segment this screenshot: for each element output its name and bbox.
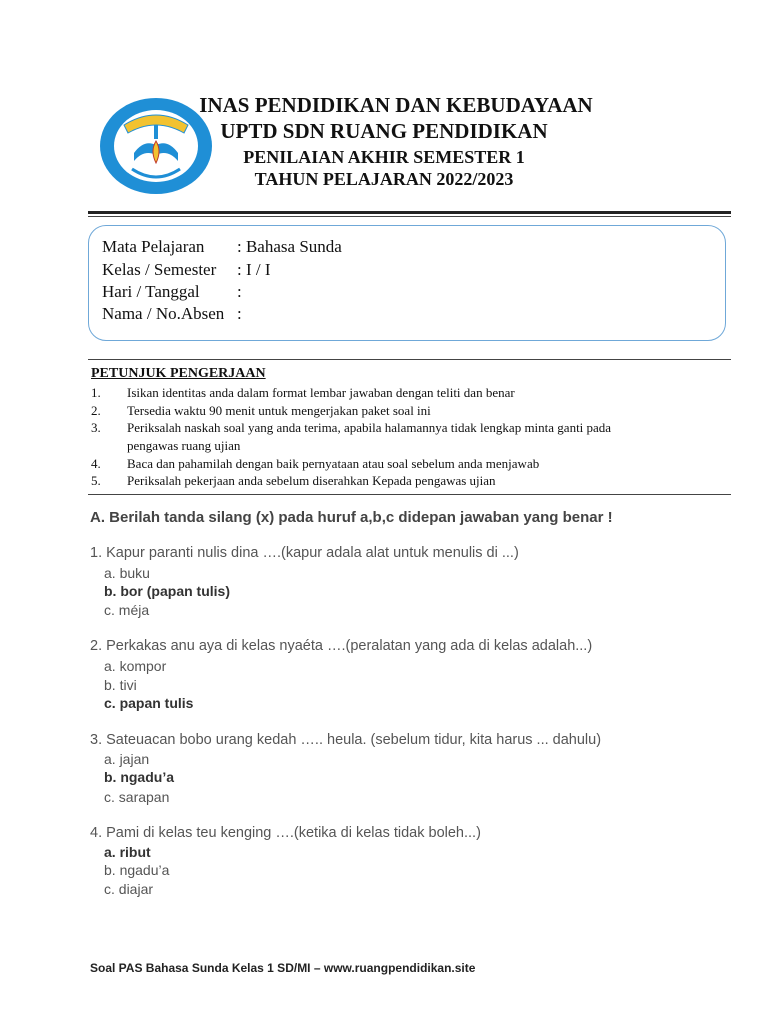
instruction-text: Baca dan pahamilah dengan baik pernyataan atau soal sebelum anda menjawab [127,456,540,471]
identity-label: Mata Pelajaran [102,237,205,256]
question-3-option-b: b. ngadu’a [104,769,174,785]
instruction-text: Periksalah pekerjaan anda sebelum diserahkan Kepada pengawas ujian [127,473,496,488]
instruction-text: Isikan identitas anda dalam format lembar jawaban dengan teliti dan benar [127,385,515,400]
identity-value: : [237,304,242,323]
question-4-option-a: a. ribut [104,844,151,860]
identity-row-subject [102,237,342,257]
header-divider-thin [88,216,731,217]
instruction-number: 1. [91,385,101,400]
question-4-option-b: b. ngadu’a [104,862,170,878]
question-2: 2. Perkakas anu aya di kelas nyaéta ….(peralatan yang ada di kelas adalah...) [90,638,593,654]
identity-value: : I / I [237,260,271,279]
question-1-option-c: c. méja [104,602,150,618]
instructions-divider-top [88,359,731,360]
instruction-number: 2. [91,403,101,418]
identity-label: Kelas / Semester [102,260,217,279]
header-divider [88,211,731,214]
question-2-option-b: b. tivi [104,677,137,693]
instruction-text: Periksalah naskah soal yang anda terima, apabila halamannya tidak lengkap minta ganti pada [127,420,612,435]
question-1: 1. Kapur paranti nulis dina ….(kapur adala alat untuk menulis di ...) [90,545,519,561]
identity-value: : [237,282,242,301]
instructions-divider-bottom [88,494,731,495]
instruction-text: pengawas ruang ujian [127,438,241,453]
instruction-number: 3. [91,420,101,435]
instructions-title: PETUNJUK PENGERJAAN [91,366,266,381]
header-school: UPTD SDN RUANG PENDIDIKAN [220,119,548,143]
instruction-text: Tersedia waktu 90 menit untuk mengerjakan paket soal ini [127,403,431,418]
identity-value: : Bahasa Sunda [237,237,342,256]
question-4: 4. Pami di kelas teu kenging ….(ketika di kelas tidak boleh...) [90,825,481,841]
question-1-option-b: b. bor (papan tulis) [104,583,230,599]
question-3-option-a: a. jajan [104,751,150,767]
header-institution: INAS PENDIDIKAN DAN KEBUDAYAAN [199,93,593,117]
identity-row-class [102,260,271,280]
section-a-heading: A. Berilah tanda silang (x) pada huruf a,b,c didepan jawaban yang benar ! [90,509,613,526]
page-footer: Soal PAS Bahasa Sunda Kelas 1 SD/MI – www.ruangpendidikan.site [90,961,476,975]
identity-label: Hari / Tanggal [102,282,200,301]
instruction-number: 4. [91,456,101,471]
identity-row-date [102,282,242,302]
identity-label: Nama / No.Absen [102,304,225,323]
question-3-option-c: c. sarapan [104,789,170,805]
identity-row-name [102,304,242,324]
header-exam: PENILAIAN AKHIR SEMESTER 1 [243,147,525,167]
question-2-option-c: c. papan tulis [104,695,194,711]
question-3: 3. Sateuacan bobo urang kedah ….. heula. (sebelum tidur, kita harus ... dahulu) [90,732,602,748]
question-1-option-a: a. buku [104,565,150,581]
instruction-number: 5. [91,473,101,488]
question-4-option-c: c. diajar [104,881,154,897]
header-year: TAHUN PELAJARAN 2022/2023 [254,169,514,189]
question-2-option-a: a. kompor [104,658,167,674]
